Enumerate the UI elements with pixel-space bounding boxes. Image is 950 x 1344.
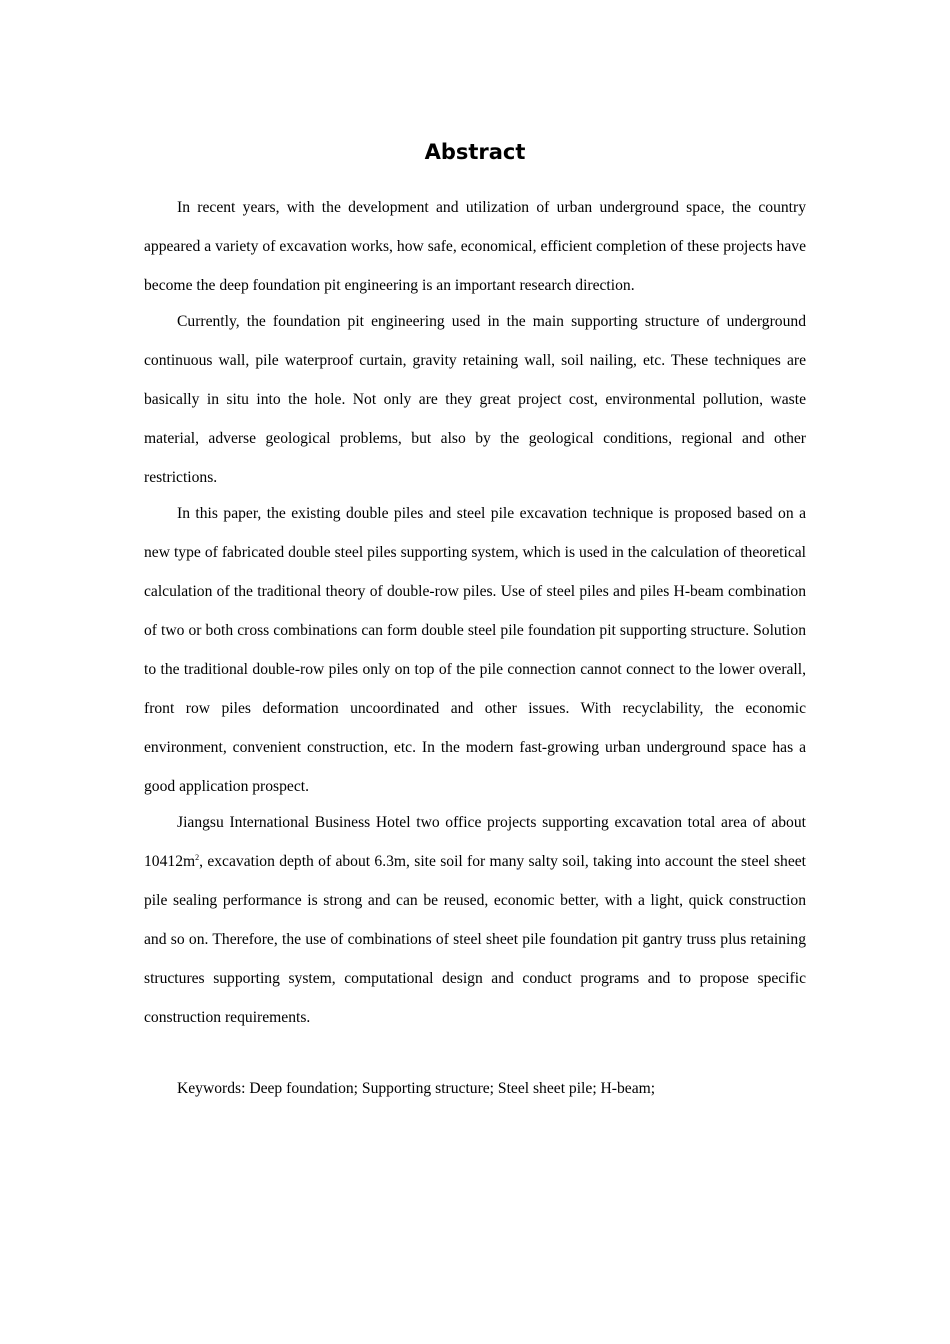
abstract-paragraph-1: In recent years, with the development and utilization of urban underground space, the country appeared a variety of excavation works, how safe, economical, efficient completion of these projects have become the deep foundation pit engineering is an important research direction. xyxy=(144,199,806,294)
paragraph-4-text-end: , excavation depth of about 6.3m, site soil for many salty soil, taking into account the steel sheet pile sealing performance is strong and can be reused, economic better, with a light, quick construction and so on. Therefore, the use of combinations of steel sheet pile foundation pit gantry truss plus retaining structures supporting system, computational design and conduct programs and to propose specific construction requirements. xyxy=(144,853,806,1026)
area-unit-superscript: 2 xyxy=(195,853,200,862)
abstract-paragraph-4 xyxy=(144,803,806,1037)
keywords-line: Keywords: Deep foundation; Supporting structure; Steel sheet pile; H-beam; xyxy=(177,1080,656,1097)
abstract-paragraph-2: Currently, the foundation pit engineering used in the main supporting structure of underground continuous wall, pile waterproof curtain, gravity retaining wall, soil nailing, etc. These techniques are basically in situ into the hole. Not only are they great project cost, environmental pollution, waste material, adverse geological problems, but also by the geological conditions, regional and other restrictions. xyxy=(144,313,806,486)
paragraph-4-text-start: Jiangsu International Business Hotel two office projects supporting excavation total area of about 10412m xyxy=(144,814,806,870)
abstract-title: Abstract xyxy=(424,140,526,164)
abstract-body xyxy=(144,188,806,1034)
abstract-paragraph-3: In this paper, the existing double piles and steel pile excavation technique is proposed based on a new type of fabricated double steel piles supporting system, which is used in the calculation of theoretical calculation of the traditional theory of double-row piles. Use of steel piles and piles H-beam combination of two or both cross combinations can form double steel pile foundation pit supporting structure. Solution to the traditional double-row piles only on top of the pile connection cannot connect to the lower overall, front row piles deformation uncoordinated and other issues. With recyclability, the economic environment, convenient construction, etc. In the modern fast-growing urban underground space has a good application prospect. xyxy=(144,505,806,795)
